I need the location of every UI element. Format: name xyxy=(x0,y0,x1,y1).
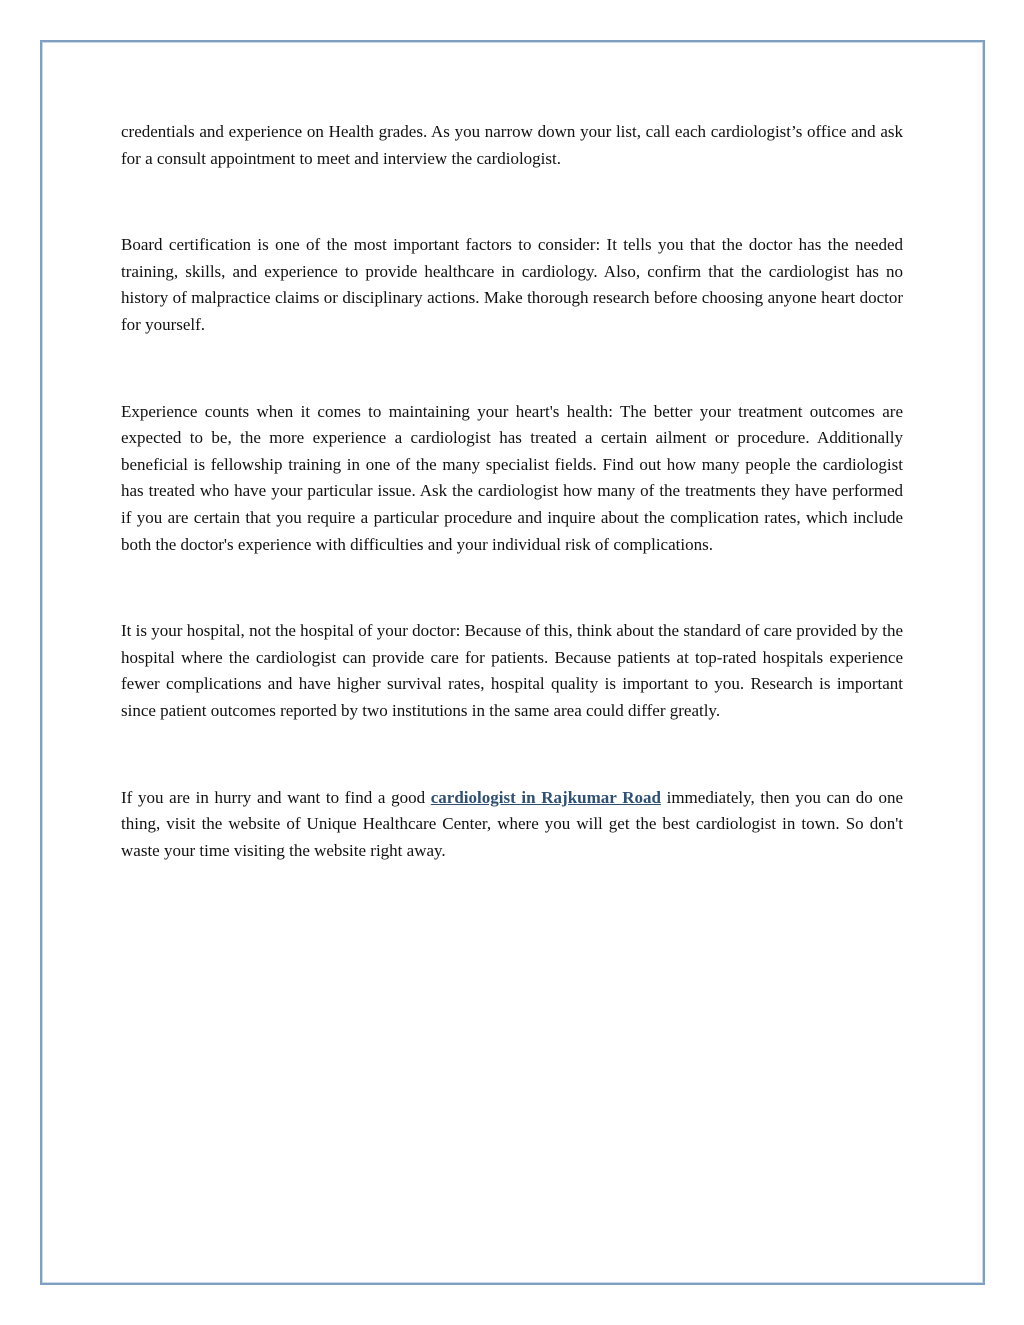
final-text-before-link: If you are in hurry and want to find a good xyxy=(121,787,431,807)
paragraph-board-certification: Board certification is one of the most important factors to consider: It tells you that the doctor has the needed training, skills, and experience to provide healthcare in cardiology. Also, confirm that the cardiologist has no history of malpractice claims or disciplinary actions. Make thorough research before choosing anyone heart doctor for yourself. xyxy=(121,235,903,334)
cardiologist-link[interactable]: cardiologist in Rajkumar Road xyxy=(430,787,661,807)
paragraph-credentials: credentials and experience on Health grades. As you narrow down your list, call each cardiologist’s office and ask for a consult appointment to meet and interview the cardiologist. xyxy=(121,122,903,168)
paragraph-experience: Experience counts when it comes to maintaining your heart's health: The better your treatment outcomes are expected to be, the more experience a cardiologist has treated a certain ailment or procedure. Additionally beneficial is fellowship training in one of the many specialist fields. Find out how many people the cardiologist has treated who have your particular issue. Ask the cardiologist how many of the treatments they have performed if you are certain that you require a particular procedure and inquire about the complication rates, which include both the doctor's experience with difficulties and your individual risk of complications. xyxy=(121,401,903,554)
paragraph-hospital: It is your hospital, not the hospital of your doctor: Because of this, think about the standard of care provided by the hospital where the cardiologist can provide care for patients. Because patients at top-rated hospitals experience fewer complications and have higher survival rates, hospital quality is important to you. Research is important since patient outcomes reported by two institutions in the same area could differ greatly. xyxy=(121,621,903,720)
paragraph-final xyxy=(121,785,903,865)
final-text-after-link: immediately, then you can do one thing, visit the website of Unique Healthcare Center, where you will get the best cardiologist in town. So don't waste your time visiting the website right away. xyxy=(121,787,903,860)
document-body xyxy=(121,119,903,864)
